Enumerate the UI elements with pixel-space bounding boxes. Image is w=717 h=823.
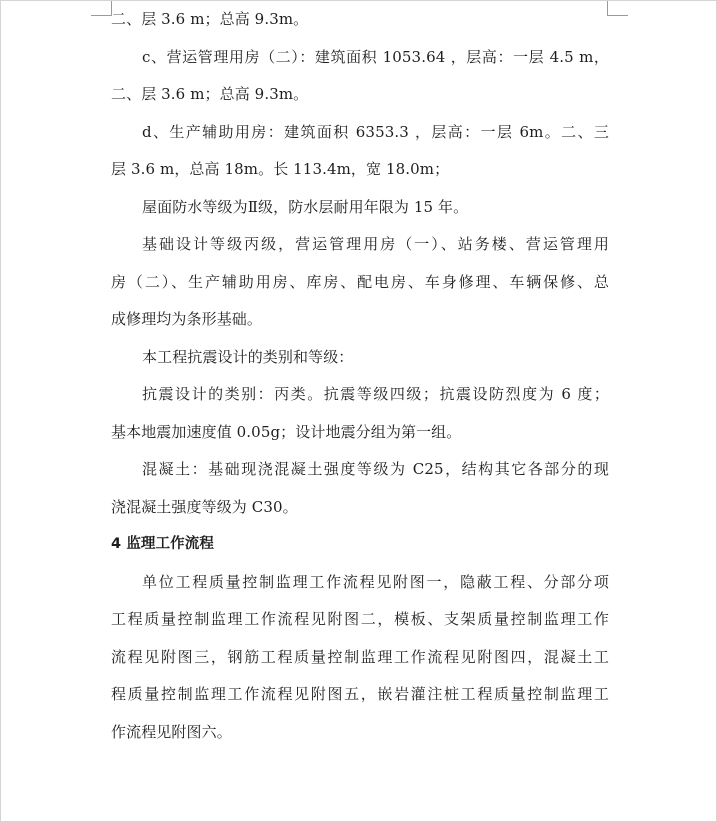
paragraph-block-workflow <box>111 564 609 752</box>
section-heading: 4 监理工作流程 <box>111 536 214 552</box>
paragraph-block-building-info <box>111 1 609 526</box>
page-bottom-rule <box>1 821 716 822</box>
text-line: 混凝土：基础现浇混凝土强度等级为 C25，结构其它各部分的现 <box>142 460 609 478</box>
text-line: 作流程见附图六。 <box>111 722 232 741</box>
margin-corner-mark-right <box>607 0 628 16</box>
text-line: 基础设计等级丙级，营运管理用房（一）、站务楼、营运管理用 <box>142 235 609 253</box>
text-line: c、营运管理用房（二）：建筑面积 1053.64 ，层高：一层 4.5 m， <box>142 47 609 66</box>
text-line: 浇混凝土强度等级为 C30。 <box>111 497 298 516</box>
text-line: 程质量控制监理工作流程见附图五，嵌岩灌注桩工程质量控制监理工 <box>111 685 609 703</box>
text-line: 二、层 3.6 m；总高 9.3m。 <box>111 10 309 28</box>
text-line: 抗震设计的类别：丙类。抗震等级四级；抗震设防烈度为 6 度； <box>142 385 609 403</box>
text-line: 成修理均为条形基础。 <box>111 310 263 328</box>
text-line: 屋面防水等级为Ⅱ级，防水层耐用年限为 15 年。 <box>142 197 469 216</box>
text-line: 单位工程质量控制监理工作流程见附图一，隐蔽工程、分部分项 <box>142 572 609 591</box>
margin-corner-mark-left <box>91 0 112 16</box>
text-line: 流程见附图三，钢筋工程质量控制监理工作流程见附图四，混凝土工 <box>111 647 609 666</box>
text-line: d、生产辅助用房：建筑面积 6353.3 ，层高：一层 6m。二、三 <box>142 122 609 141</box>
text-line: 本工程抗震设计的类别和等级： <box>142 347 354 366</box>
document-body <box>111 1 609 751</box>
text-line: 二、层 3.6 m；总高 9.3m。 <box>111 85 309 103</box>
text-line: 基本地震加速度值 0.05g；设计地震分组为第一组。 <box>111 422 462 441</box>
text-line: 工程质量控制监理工作流程见附图二，模板、支架质量控制监理工作 <box>111 610 609 628</box>
text-line: 层 3.6 m，总高 18m。长 113.4m，宽 18.0m； <box>111 160 450 178</box>
text-line: 房（二）、生产辅助用房、库房、配电房、车身修理、车辆保修、总 <box>111 272 609 291</box>
